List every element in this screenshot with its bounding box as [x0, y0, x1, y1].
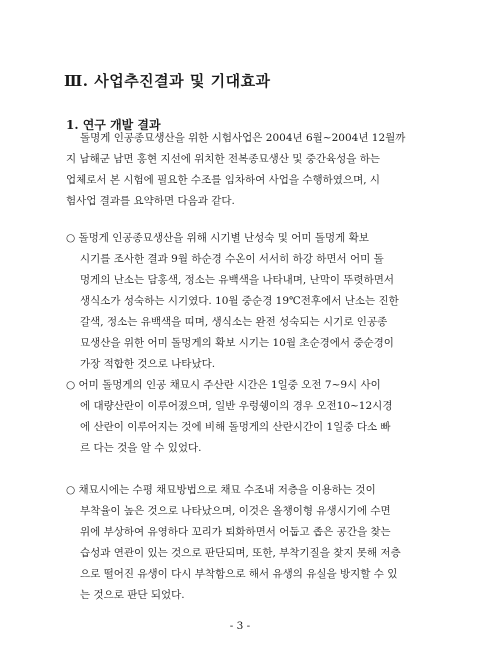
bullet-line: 르 다는 것을 알 수 있었다. — [80, 442, 202, 454]
bullet-line: ○ 채묘시에는 수평 채묘방법으로 채묘 수조내 저층을 이용하는 것이 — [66, 484, 376, 496]
bullet-paragraph-seed-collection — [66, 480, 418, 606]
paragraph-line: 돌명게 인공종묘생산을 위한 시험사업은 2004년 6월~2004년 12월까 — [80, 132, 406, 144]
section-heading: Ⅲ. 사업추진결과 및 기대효과 — [64, 72, 271, 90]
paragraph-line: 지 남해군 남면 홍현 지선에 위치한 전복종묘생산 및 중간육성을 하는 — [66, 153, 381, 165]
bullet-line: 습성과 연관이 있는 것으로 판단되며, 또한, 부착기질을 찾지 못해 저층 — [80, 547, 401, 559]
paragraph-line: 업체로서 본 시험에 필요한 수조를 임차하여 사업을 수행하였으며, 시 — [66, 174, 381, 186]
subsection-heading: 1. 연구 개발 결과 — [66, 118, 161, 132]
intro-paragraph — [66, 128, 418, 212]
bullet-line: 가장 적합한 것으로 나타났다. — [80, 358, 216, 370]
bullet-line: 시기를 조사한 결과 9월 하순경 수온이 서서히 하강 하면서 어미 돌 — [80, 253, 384, 265]
bullet-line: 에 대량산란이 이루어졌으며, 일반 우렁쉥이의 경우 오전10~12시경 — [80, 400, 393, 412]
bullet-line: 묘생산을 위한 어미 돌멍게의 확보 시기는 10월 초순경에서 중순경이 — [80, 337, 394, 349]
bullet-line: 생식소가 성숙하는 시기였다. 10월 중순경 19℃전후에서 난소는 진한 — [80, 295, 399, 307]
bullet-line: 는 것으로 판단 되었다. — [80, 589, 185, 601]
bullet-paragraph-spawning-time — [66, 375, 418, 459]
bullet-line: 멍게의 난소는 담홍색, 정소는 유백색을 나타내며, 난막이 뚜렷하면서 — [80, 274, 395, 286]
bullet-paragraph-spawning-season — [66, 228, 418, 375]
bullet-line: 위에 부상하여 유영하다 꼬리가 퇴화하면서 어둡고 좁은 공간을 찾는 — [80, 526, 391, 538]
bullet-line: ○ 어미 돌멍게의 인공 채묘시 주산란 시간은 1일중 오전 7~9시 사이 — [66, 379, 381, 391]
bullet-line: 갈색, 정소는 유백색을 띠며, 생식소는 완전 성숙되는 시기로 인공종 — [80, 316, 388, 328]
bullet-line: 에 산란이 이루어지는 것에 비해 돌멍게의 산란시간이 1일중 다소 빠 — [80, 421, 391, 433]
paragraph-line: 험사업 결과를 요약하면 다음과 같다. — [66, 195, 235, 207]
bullet-line: 부착율이 높은 것으로 나타났으며, 이것은 올챙이형 유생시기에 수면 — [80, 505, 391, 517]
page-number: - 3 - — [229, 620, 251, 632]
bullet-line: 으로 떨어진 유생이 다시 부착함으로 해서 유생의 유실을 방지할 수 있 — [80, 568, 398, 580]
bullet-line: ○ 돌멍게 인공종묘생산을 위해 시기별 난성숙 및 어미 돌멍게 확보 — [66, 232, 369, 244]
